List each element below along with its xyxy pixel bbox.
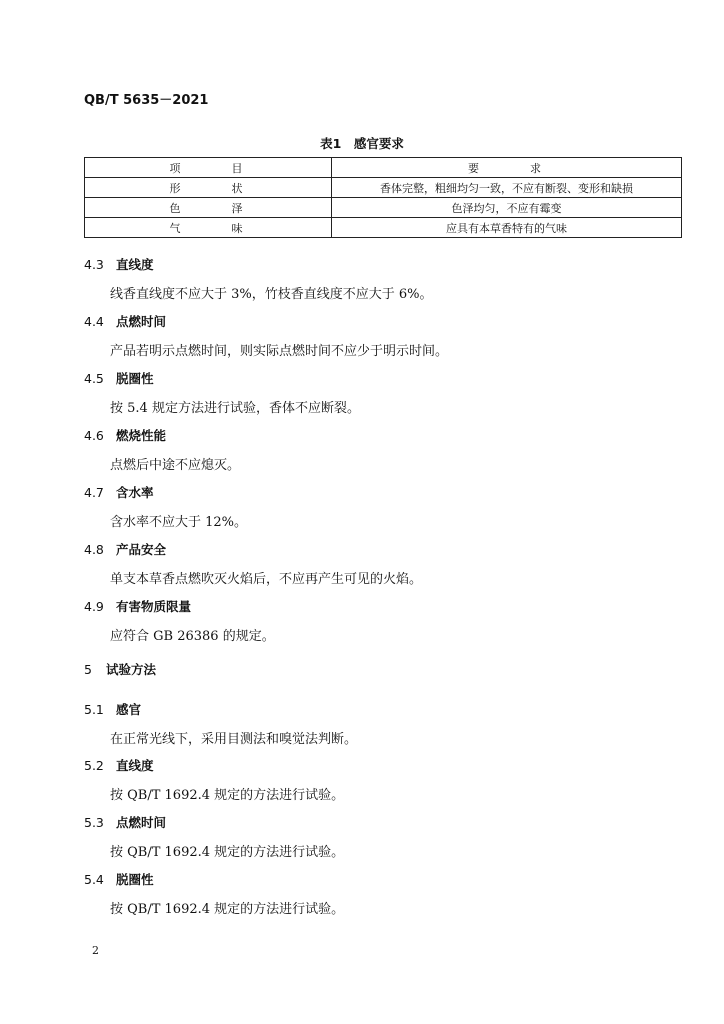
section-text: 线香直线度不应大于 3%，竹枝香直线度不应大于 6%。 — [110, 287, 433, 302]
table-header-row — [85, 158, 682, 178]
table-header-requirement: 要 求 — [332, 158, 682, 178]
chapter-number: 5 — [84, 662, 92, 677]
section-heading — [84, 756, 154, 774]
section-number: 5.1 — [84, 702, 104, 717]
table-cell-requirement: 色泽均匀，不应有霉变 — [332, 198, 682, 218]
section-heading — [84, 540, 166, 558]
section-number: 4.8 — [84, 542, 104, 557]
section-text: 应符合 GB 26386 的规定。 — [110, 629, 275, 644]
section-text: 产品若明示点燃时间，则实际点燃时间不应少于明示时间。 — [110, 344, 449, 359]
section-title: 有害物质限量 — [116, 599, 192, 614]
section-title: 点燃时间 — [116, 314, 167, 329]
table-cell-item: 色 泽 — [85, 198, 332, 218]
section-number: 4.6 — [84, 428, 104, 443]
section-title: 产品安全 — [116, 542, 167, 557]
section-heading — [84, 369, 154, 387]
section-heading — [84, 870, 154, 888]
section-text: 按 5.4 规定方法进行试验，香体不应断裂。 — [110, 401, 360, 416]
section-title: 直线度 — [116, 758, 154, 773]
section-heading — [84, 700, 141, 718]
table-cell-item: 形 状 — [85, 178, 332, 198]
section-heading — [84, 813, 166, 831]
section-title: 脱圈性 — [116, 872, 154, 887]
section-number: 5.3 — [84, 815, 104, 830]
chapter-heading — [84, 660, 156, 678]
section-text: 含水率不应大于 12%。 — [110, 515, 248, 530]
section-text: 点燃后中途不应熄灭。 — [110, 458, 241, 473]
page-number: 2 — [92, 944, 99, 957]
table-row — [85, 218, 682, 238]
section-text: 按 QB/T 1692.4 规定的方法进行试验。 — [110, 788, 345, 803]
section-heading — [84, 426, 166, 444]
section-title: 脱圈性 — [116, 371, 154, 386]
section-text: 在正常光线下，采用目测法和嗅觉法判断。 — [110, 732, 358, 747]
section-heading — [84, 483, 154, 501]
section-number: 4.4 — [84, 314, 104, 329]
table-row — [85, 178, 682, 198]
section-text: 按 QB/T 1692.4 规定的方法进行试验。 — [110, 845, 345, 860]
section-number: 4.7 — [84, 485, 104, 500]
chapter-title: 试验方法 — [106, 662, 157, 677]
section-heading — [84, 597, 191, 615]
section-text: 按 QB/T 1692.4 规定的方法进行试验。 — [110, 902, 345, 917]
section-title: 感官 — [116, 702, 142, 717]
section-number: 5.2 — [84, 758, 104, 773]
section-number: 4.9 — [84, 599, 104, 614]
standard-code: QB/T 5635－2021 — [84, 93, 209, 108]
section-heading — [84, 312, 166, 330]
section-number: 5.4 — [84, 872, 104, 887]
table-header-item: 项 目 — [85, 158, 332, 178]
section-heading — [84, 255, 154, 273]
table-row — [85, 198, 682, 218]
sensory-requirements-table — [84, 157, 682, 238]
table-title: 表1 感官要求 — [320, 136, 404, 151]
table-cell-requirement: 香体完整，粗细均匀一致，不应有断裂、变形和缺损 — [332, 178, 682, 198]
section-text: 单支本草香点燃吹灭火焰后，不应再产生可见的火焰。 — [110, 572, 423, 587]
section-title: 点燃时间 — [116, 815, 167, 830]
section-number: 4.5 — [84, 371, 104, 386]
table-cell-item: 气 味 — [85, 218, 332, 238]
section-title: 燃烧性能 — [116, 428, 167, 443]
section-number: 4.3 — [84, 257, 104, 272]
table-cell-requirement: 应具有本草香特有的气味 — [332, 218, 682, 238]
section-title: 含水率 — [116, 485, 154, 500]
section-title: 直线度 — [116, 257, 154, 272]
